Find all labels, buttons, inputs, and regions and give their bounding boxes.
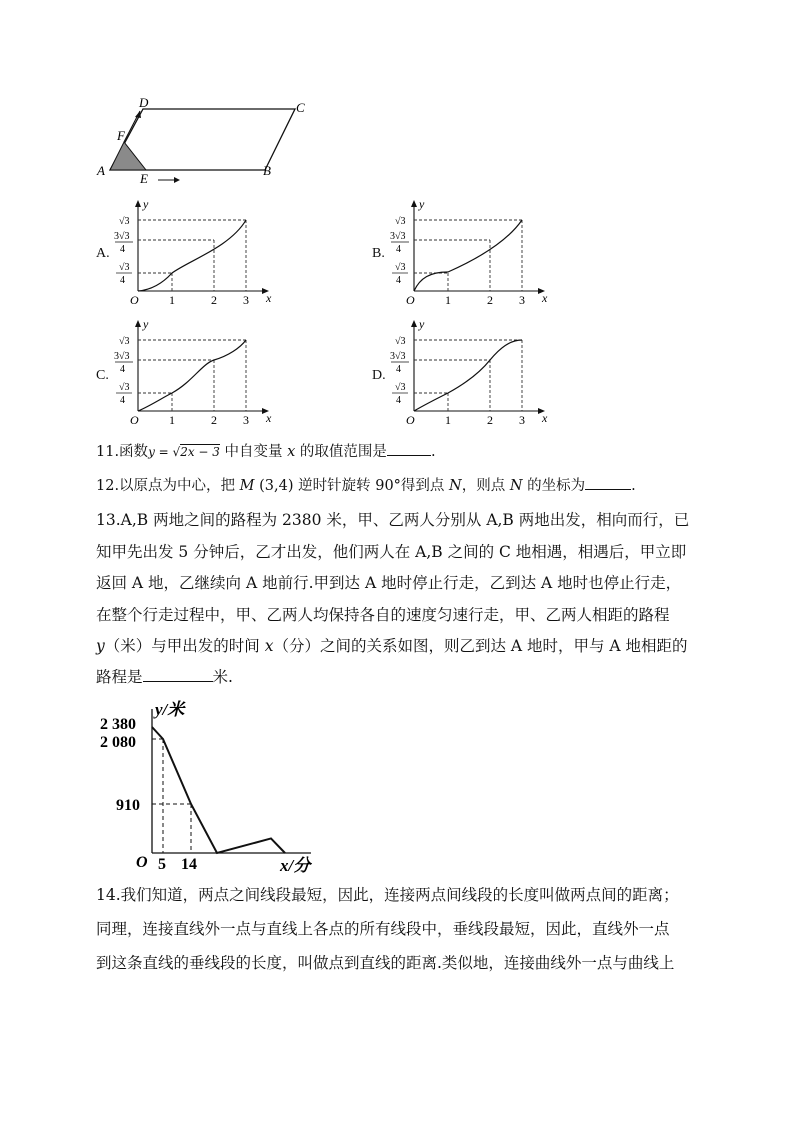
label-d: D [139,95,149,110]
x-axis-label: x [542,291,548,305]
x-tick-label: 1 [169,293,175,306]
y-tick-label: √3 [395,336,406,347]
x-tick-label: 2 [487,413,493,426]
y-tick-label: √3 [119,336,130,347]
origin-label: O [406,293,415,306]
y-axis-label: y [143,198,149,211]
x-tick-label: 1 [445,413,451,426]
answer-blank-11[interactable] [387,441,431,456]
y-arrow-icon [411,320,417,327]
distance-line [152,727,285,853]
answer-blank-12[interactable] [585,475,631,490]
y-tick-label: 4 [120,395,125,406]
parallelogram-figure [90,95,320,190]
y-axis-label: y [419,198,425,211]
option-label: C. [96,368,109,383]
q14-line-3: 到这条直线的垂线段的长度，叫做点到直线的距离.类似地，连接曲线外一点与曲线上 [96,954,675,972]
y-tick-label: 3√3 [390,351,406,362]
option-graph-a-plot [110,198,275,306]
y-tick-label: 4 [120,275,125,286]
question-12: 12.以原点为中心，把 M (3,4) 逆时针旋转 90°得到点 N，则点 N 的坐标为 . [96,475,636,496]
origin-label: O [130,413,139,426]
y-tick-label: 4 [396,364,401,375]
y-tick-label: 3√3 [390,231,406,242]
y-tick-label: 4 [120,244,125,255]
origin-label: O [130,293,139,306]
x-axis-label: x [266,411,272,425]
distance-time-chart [96,695,326,880]
origin-label: O [406,413,415,426]
y-tick-label: √3 [395,382,406,393]
q13-line-4: 在整个行走过程中，甲、乙两人均保持各自的速度匀速行走，甲、乙两人相距的路程 [96,606,670,624]
x-axis-label: x [542,411,548,425]
x-axis-label: x/分 [280,856,311,875]
x-tick-label: 3 [243,413,249,426]
x-tick-label: 1 [169,413,175,426]
y-tick-label: 3√3 [114,231,130,242]
function-curve [138,220,246,291]
label-a: A [97,163,105,178]
function-curve [414,220,522,291]
q14-line-1: 14.我们知道，两点之间线段最短，因此，连接两点间线段的长度叫做两点间的距离； [96,886,679,904]
shaded-triangle [110,142,146,170]
q13-line-6: 路程是 米. [96,668,233,686]
option-graph-b-plot [386,198,551,306]
origin-label: O [136,854,148,871]
y-tick-label: 4 [120,364,125,375]
x-axis-label: x [266,291,272,305]
y-axis-label: y [419,318,425,331]
option-label: A. [96,246,110,261]
x-tick-label: 2 [211,293,217,306]
y-arrow-icon [135,320,141,327]
question-11: 11.函数y = √2x − 3 中自变量 x 的取值范围是 . [96,441,436,462]
label-e: E [140,171,148,186]
answer-blank-13[interactable] [143,667,213,682]
option-label: B. [372,246,385,261]
y-tick-label: √3 [119,262,130,273]
y-tick-label: 2 080 [100,734,136,751]
q13-line-1: 13.A,B 两地之间的路程为 2380 米，甲、乙两人分别从 A,B 两地出发，相向而行，已 [96,511,690,529]
y-tick-label: √3 [395,216,406,227]
y-tick-label: √3 [395,262,406,273]
q14-line-2: 同理，连接直线外一点与直线上各点的所有线段中，垂线段最短，因此，直线外一点 [96,920,670,938]
label-f: F [117,128,125,143]
label-c: C [296,100,305,115]
y-tick-label: 910 [116,797,140,814]
option-graph-c-plot [110,318,275,426]
y-tick-label: 4 [396,244,401,255]
y-arrow-icon [135,200,141,207]
y-tick-label: 4 [396,395,401,406]
x-tick-label: 3 [243,293,249,306]
option-label: D. [372,368,386,383]
y-axis-label: y/米 [155,700,185,719]
x-tick-label: 1 [445,293,451,306]
y-tick-label: 2 380 [100,716,136,733]
label-b: B [263,163,271,178]
sqrt-sign-icon: √ [172,445,181,459]
y-axis-label: y [143,318,149,331]
x-tick-label: 3 [519,293,525,306]
y-tick-label: 4 [396,275,401,286]
x-tick-label: 2 [211,413,217,426]
y-tick-label: √3 [119,216,130,227]
q13-line-5: y（米）与甲出发的时间 x（分）之间的关系如图，则乙到达 A 地时，甲与 A 地相距的 [96,637,688,655]
q13-line-2: 知甲先出发 5 分钟后，乙才出发，他们两人在 A,B 之间的 C 地相遇，相遇后，甲立即 [96,543,687,561]
x-tick-label: 2 [487,293,493,306]
y-tick-label: √3 [119,382,130,393]
function-curve [138,340,246,411]
y-arrow-icon [411,200,417,207]
y-tick-label: 3√3 [114,351,130,362]
x-tick-label: 3 [519,413,525,426]
q13-line-3: 返回 A 地，乙继续向 A 地前行.甲到达 A 地时停止行走，乙到达 A 地时也停止行走， [96,574,682,592]
x-tick-label: 5 [158,856,166,873]
x-tick-label: 14 [181,856,197,873]
function-curve [414,340,522,411]
option-graph-d-plot [386,318,551,426]
